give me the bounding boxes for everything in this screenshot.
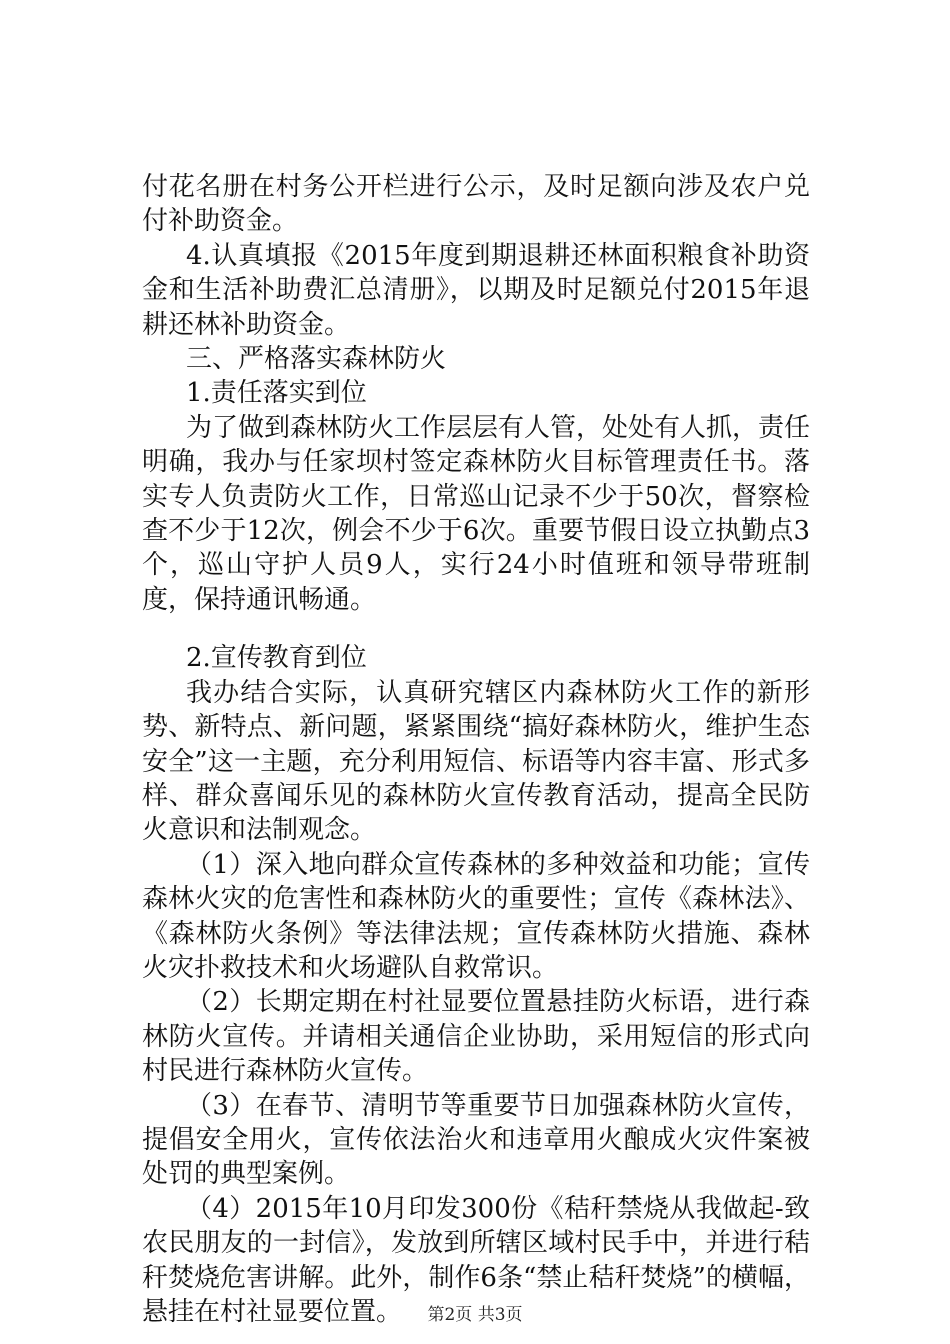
- subheading-2: 2.宣传教育到位: [186, 643, 367, 674]
- paragraph-item-1: （1）深入地向群众宣传森林的多种效益和功能；宣传森林火灾的危害性和森林防火的重要性；宣传《森林法》、《森林防火条例》等法律法规；宣传森林防火措施、森林火灾扑救技术和火场避队自救常识。: [142, 849, 810, 983]
- paragraph-gap: [142, 617, 810, 641]
- paragraph-publicity-intro: 我办结合实际，认真研究辖区内森林防火工作的新形势、新特点、新问题，紧紧围绕“搞好森林防火，维护生态安全”这一主题，充分利用短信、标语等内容丰富、形式多样、群众喜闻乐见的森林防火宣传教育活动，提高全民防火意识和法制观念。: [142, 677, 810, 846]
- section-heading-3: 三、严格落实森林防火: [186, 344, 447, 375]
- paragraph-item-3: （3）在春节、清明节等重要节日加强森林防火宣传，提倡安全用火，宣传依法治火和违章用火酿成火灾件案被处罚的典型案例。: [142, 1090, 810, 1190]
- paragraph-continuation: 付花名册在村务公开栏进行公示，及时足额向涉及农户兑付补助资金。: [142, 172, 810, 237]
- page-number: 第2页 共3页: [427, 1305, 523, 1325]
- document-body: [142, 170, 810, 1329]
- paragraph-item-4: 4.认真填报《2015年度到期退耕还林面积粮食补助资金和生活补助费汇总清册》，以期及时足额兑付2015年退耕还林补助资金。: [142, 240, 810, 340]
- subheading-1: 1.责任落实到位: [186, 378, 367, 409]
- paragraph-responsibility: 为了做到森林防火工作层层有人管，处处有人抓，责任明确，我办与任家坝村签定森林防火目标管理责任书。落实专人负责防火工作，日常巡山记录不少于50次，督察检查不少于12次，例会不少于6次。重要节假日设立执勤点3个，巡山守护人员9人，实行24小时值班和领导带班制度，保持通讯畅通。: [142, 412, 811, 615]
- page-footer: [0, 1300, 950, 1325]
- paragraph-item-2: （2）长期定期在村社显要位置悬挂防火标语，进行森林防火宣传。并请相关通信企业协助，采用短信的形式向村民进行森林防火宣传。: [142, 987, 810, 1087]
- paragraph-item-4-letters: （4）2015年10月印发300份《秸秆禁烧从我做起-致农民朋友的一封信》，发放到所辖区域村民手中，并进行秸秆焚烧危害讲解。此外，制作6条“禁止秸秆焚烧”的横幅，悬挂在村社显要位置。: [142, 1193, 810, 1327]
